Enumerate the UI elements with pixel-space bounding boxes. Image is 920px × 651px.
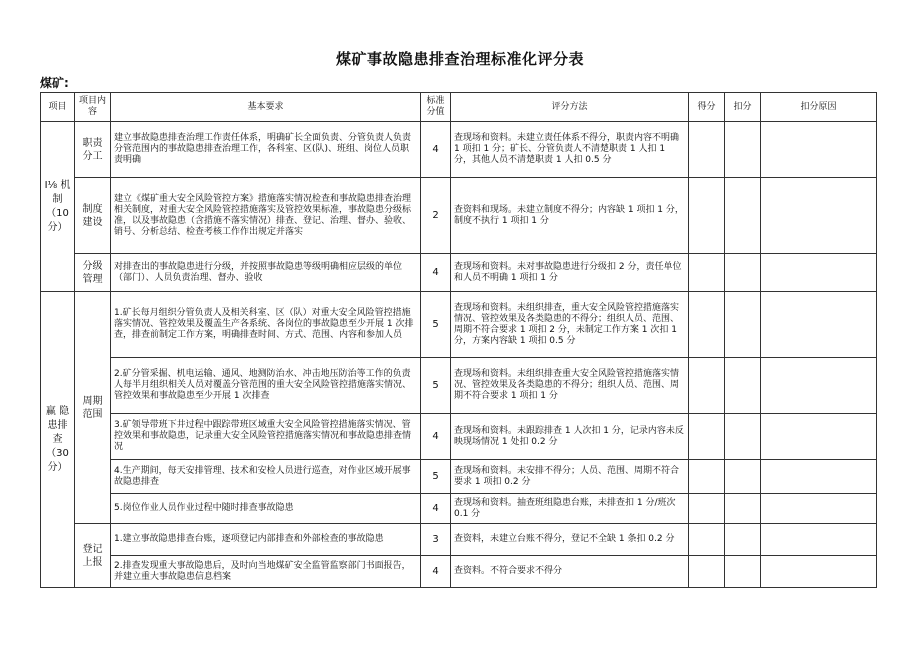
row-method: 查现场和资料。抽查班组隐患台账，未排查扣 1 分/班次 0.1 分 <box>451 494 689 524</box>
deduct-cell[interactable] <box>725 178 761 254</box>
row-method: 查资料，未建立台账不得分，登记不全缺 1 条扣 0.2 分 <box>451 524 689 556</box>
reason-cell[interactable] <box>761 358 877 414</box>
reason-cell[interactable] <box>761 414 877 460</box>
row-content: 制度建设 <box>75 178 111 254</box>
row-standard-score: 2 <box>421 178 451 254</box>
table-row <box>41 254 877 292</box>
score-cell[interactable] <box>689 254 725 292</box>
header-content: 项目内容 <box>75 93 111 122</box>
score-cell[interactable] <box>689 556 725 588</box>
row-requirement: 对排查出的事故隐患进行分级，并按照事故隐患等级明确相应层级的单位（部门）、人员负责治理、督办、验收 <box>111 254 421 292</box>
row-method: 查现场和资料。未组织排查，重大安全风险管控措施落实情况、管控效果及各类隐患的不得分；组织人员、范围、周期不符合要求 1 项扣 2 分，未制定工作方案 1 次扣 1 分，方案内容缺 1 项扣 0.5 分 <box>451 292 689 358</box>
reason-cell[interactable] <box>761 178 877 254</box>
reason-cell[interactable] <box>761 254 877 292</box>
row-requirement: 建立事故隐患排查治理工作责任体系，明确矿长全面负责、分管负责人负责分管范围内的事故隐患排查治理工作，各科室、区(队)、班组、岗位人员职责明确 <box>111 122 421 178</box>
row-method: 查现场和资料。未安排不得分；人员、范围、周期不符合要求 1 项扣 0.2 分 <box>451 460 689 494</box>
row-standard-score: 4 <box>421 122 451 178</box>
row-method: 查现场和资料。未组织排查重大安全风险管控措施落实情况、管控效果及各类隐患的不得分；组织人员、范围、周期不符合要求 1 项扣 1 分 <box>451 358 689 414</box>
row-requirement: 4.生产期间，每天安排管理、技术和安检人员进行巡查，对作业区域开展事故隐患排查 <box>111 460 421 494</box>
deduct-cell[interactable] <box>725 460 761 494</box>
table-row <box>41 494 877 524</box>
table-row <box>41 414 877 460</box>
deduct-cell[interactable] <box>725 292 761 358</box>
score-cell[interactable] <box>689 178 725 254</box>
score-cell[interactable] <box>689 524 725 556</box>
reason-cell[interactable] <box>761 460 877 494</box>
score-cell[interactable] <box>689 358 725 414</box>
row-requirement: 3.矿领导带班下井过程中跟踪带班区域重大安全风险管控措施落实情况、管控效果和事故隐患，记录重大安全风险管控措施落实情况和事故隐患排查情况 <box>111 414 421 460</box>
deduct-cell[interactable] <box>725 358 761 414</box>
deduct-cell[interactable] <box>725 494 761 524</box>
row-method: 查资料。不符合要求不得分 <box>451 556 689 588</box>
row-standard-score: 5 <box>421 460 451 494</box>
deduct-cell[interactable] <box>725 524 761 556</box>
table-row <box>41 460 877 494</box>
header-reason: 扣分原因 <box>761 93 877 122</box>
row-standard-score: 5 <box>421 292 451 358</box>
table-row <box>41 556 877 588</box>
header-requirement: 基本要求 <box>111 93 421 122</box>
row-requirement: 1.矿长每月组织分管负责人及相关科室、区（队）对重大安全风险管控措施落实情况、管控效果及覆盖生产各系统、各岗位的事故隐患至少开展 1 次排查，排查前制定工作方案，明确排查时间、方式、范围、内容和参加人员 <box>111 292 421 358</box>
table-row <box>41 524 877 556</box>
section-mechanism: I⅛ 机制（10分） <box>41 122 75 292</box>
deduct-cell[interactable] <box>725 254 761 292</box>
row-content: 周期范围 <box>75 292 111 524</box>
header-standard: 标准分值 <box>421 93 451 122</box>
deduct-cell[interactable] <box>725 414 761 460</box>
row-content: 职责分工 <box>75 122 111 178</box>
row-standard-score: 3 <box>421 524 451 556</box>
header-project: 项目 <box>41 93 75 122</box>
header-row <box>41 93 877 122</box>
row-requirement: 5.岗位作业人员作业过程中随时排查事故隐患 <box>111 494 421 524</box>
score-cell[interactable] <box>689 494 725 524</box>
reason-cell[interactable] <box>761 292 877 358</box>
row-content: 分级管理 <box>75 254 111 292</box>
deduct-cell[interactable] <box>725 122 761 178</box>
reason-cell[interactable] <box>761 524 877 556</box>
deduct-cell[interactable] <box>725 556 761 588</box>
reason-cell[interactable] <box>761 494 877 524</box>
score-cell[interactable] <box>689 122 725 178</box>
header-method: 评分方法 <box>451 93 689 122</box>
row-requirement: 1.建立事故隐患排查台账，逐项登记内部排查和外部检查的事故隐患 <box>111 524 421 556</box>
row-standard-score: 4 <box>421 254 451 292</box>
table-row <box>41 122 877 178</box>
header-score: 得分 <box>689 93 725 122</box>
row-content: 登记上报 <box>75 524 111 588</box>
table-row <box>41 292 877 358</box>
header-deduct: 扣分 <box>725 93 761 122</box>
reason-cell[interactable] <box>761 556 877 588</box>
page-title: 煤矿事故隐患排查治理标准化评分表 <box>335 50 584 68</box>
reason-cell[interactable] <box>761 122 877 178</box>
row-requirement: 2.排查发现重大事故隐患后，及时向当地煤矿安全监管监察部门书面报告，并建立重大事故隐患信息档案 <box>111 556 421 588</box>
row-method: 查现场和资料。未对事故隐患进行分级扣 2 分，责任单位和人员不明确 1 项扣 1 分 <box>451 254 689 292</box>
table-row <box>41 178 877 254</box>
row-standard-score: 4 <box>421 414 451 460</box>
score-cell[interactable] <box>689 460 725 494</box>
row-method: 查现场和资料。未建立责任体系不得分，职责内容不明确 1 项扣 1 分；矿长、分管负责人不清楚职责 1 人扣 1 分，其他人员不清楚职责 1 人扣 0.5 分 <box>451 122 689 178</box>
score-cell[interactable] <box>689 292 725 358</box>
row-method: 查现场和资料。未跟踪排查 1 人次扣 1 分，记录内容未反映现场情况 1 处扣 0.2 分 <box>451 414 689 460</box>
row-standard-score: 4 <box>421 494 451 524</box>
row-requirement: 2.矿分管采掘、机电运输、通风、地测防治水、冲击地压防治等工作的负责人每半月组织相关人员对覆盖分管范围的重大安全风险管控措施落实情况、管控效果和事故隐患至少开展 1 次排查 <box>111 358 421 414</box>
row-standard-score: 4 <box>421 556 451 588</box>
mine-label: 煤矿: <box>40 76 69 90</box>
section-hazard-check: 赢 隐 患排 查（30分） <box>41 292 75 588</box>
scoring-table <box>40 92 877 588</box>
table-row <box>41 358 877 414</box>
score-cell[interactable] <box>689 414 725 460</box>
row-method: 查资料和现场。未建立制度不得分；内容缺 1 项扣 1 分，制度不执行 1 项扣 1 分 <box>451 178 689 254</box>
row-standard-score: 5 <box>421 358 451 414</box>
row-requirement: 建立《煤矿重大安全风险管控方案》措施落实情况检查和事故隐患排查治理相关制度，对重大安全风险管控措施落实及管控效果标准，事故隐患分级标准，以及事故隐患（含措施不落实情况）排查、登记、治理、督办、验收、销号、分析总结、检查考核工作作出规定并落实 <box>111 178 421 254</box>
